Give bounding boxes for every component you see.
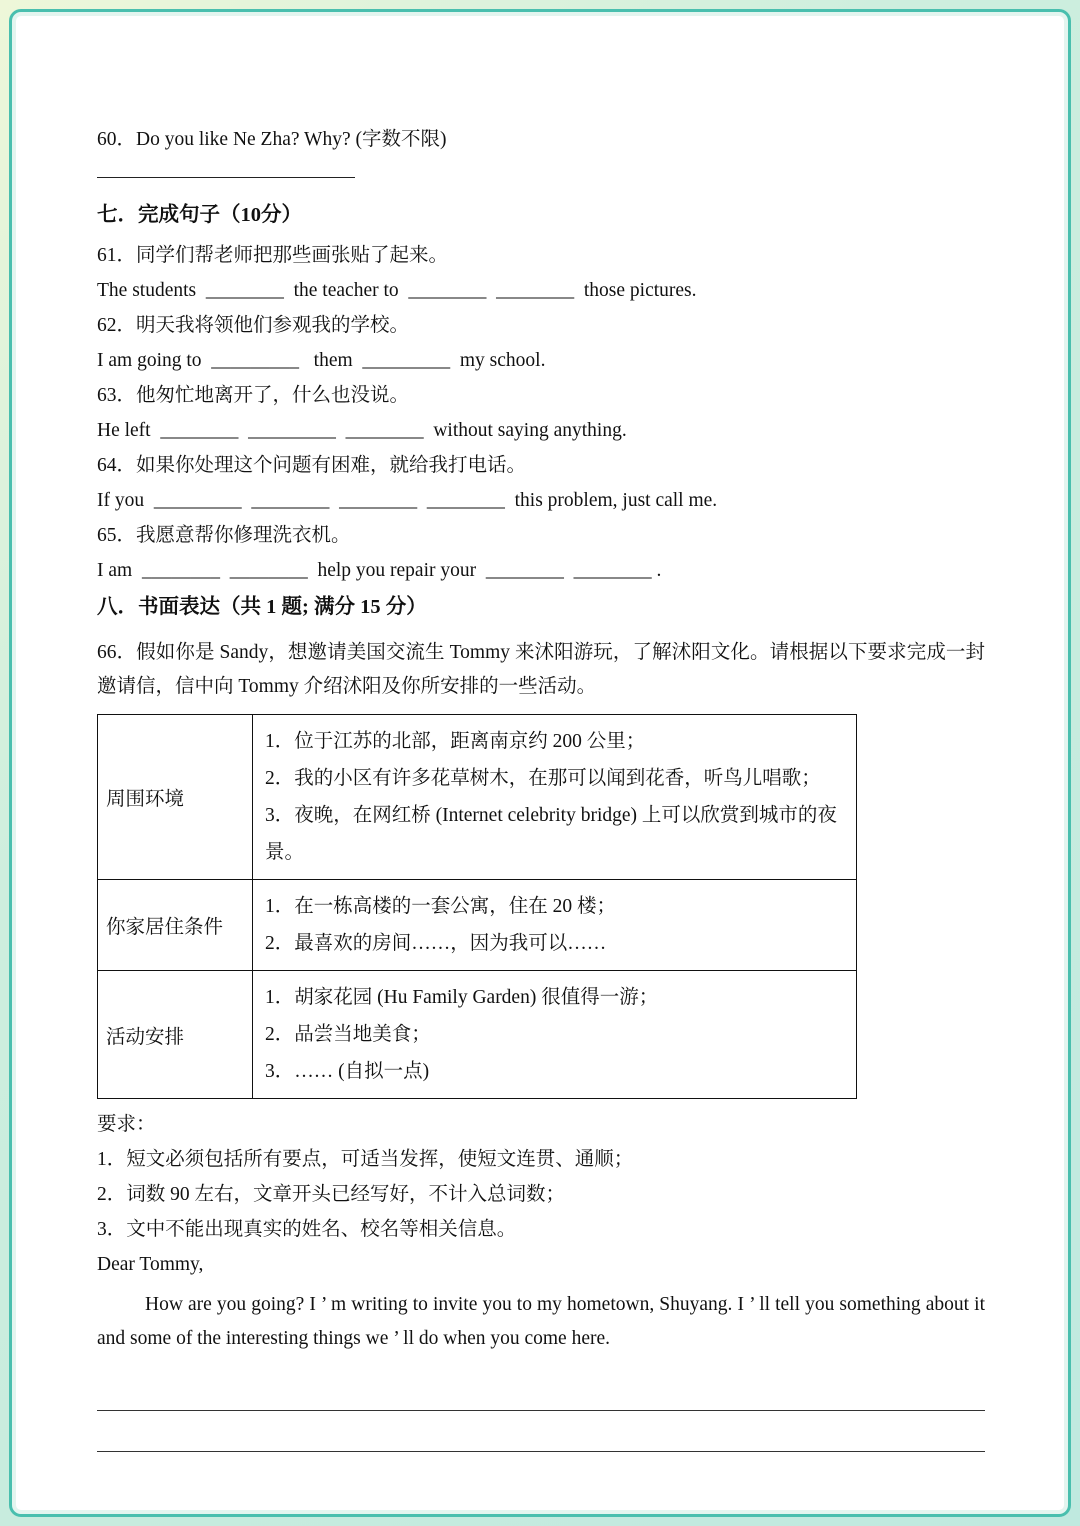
sentence-cn: 63．他匆忙地离开了，什么也没说。: [97, 385, 410, 406]
sentence-cn: 62．明天我将领他们参观我的学校。: [97, 315, 410, 336]
info-table: [97, 714, 857, 1099]
question-60-answer-line: [97, 163, 355, 178]
content-line: 2．我的小区有许多花草树木，在那可以闻到花香，听鸟儿唱歌；: [265, 768, 821, 789]
writing-line-2: [97, 1427, 985, 1452]
requirement-item-1: 1．短文必须包括所有要点，可适当发挥，使短文连贯、通顺；: [97, 1149, 634, 1170]
sentence-en: If you _________ ________ ________ ________ this problem, just call me.: [97, 490, 718, 511]
sentence-cn: 64．如果你处理这个问题有困难，就给我打电话。: [97, 455, 527, 476]
sentence-cn: 65．我愿意帮你修理洗衣机。: [97, 525, 351, 546]
letter-body: How are you going? I ’ m writing to invite you to my hometown, Shuyang. I ’ ll tell you something about it and some of the interesting things we ’ ll do when you come here.: [97, 1294, 985, 1349]
row-label: 活动安排: [98, 971, 253, 1099]
content-line: 1．在一栋高楼的一套公寓，住在 20 楼；: [265, 896, 617, 917]
row-label: 周围环境: [98, 715, 253, 880]
content-line: 3．夜晚，在网红桥 (Internet celebrity bridge) 上可以欣赏到城市的夜景。: [265, 805, 837, 863]
letter-salutation: Dear Tommy,: [97, 1254, 204, 1275]
completion-item-62: [97, 314, 985, 372]
writing-gap: [97, 1364, 985, 1386]
content-line: 3．…… (自拟一点): [265, 1061, 430, 1082]
content-line: 1．位于江苏的北部，距离南京约 200 公里；: [265, 731, 646, 752]
table-row-living-conditions: [98, 880, 857, 971]
section-8-heading: 八．书面表达（共 1 题; 满分 15 分）: [97, 596, 427, 618]
completion-item-65: [97, 524, 985, 582]
question-66-prompt: 66．假如你是 Sandy，想邀请美国交流生 Tommy 来沭阳游玩，了解沭阳文化。请根据以下要求完成一封邀请信，信中向 Tommy 介绍沭阳及你所安排的一些活动。: [97, 642, 985, 697]
content-line: 2．品尝当地美食；: [265, 1024, 431, 1045]
requirement-item-3: 3．文中不能出现真实的姓名、校名等相关信息。: [97, 1219, 517, 1240]
requirements-heading: 要求：: [97, 1114, 156, 1135]
table-row-environment: [98, 715, 857, 880]
question-60: 60．Do you like Ne Zha? Why? (字数不限): [97, 129, 447, 150]
sentence-en: He left ________ _________ ________ without saying anything.: [97, 420, 627, 441]
completion-item-61: [97, 244, 985, 302]
sentence-en: I am ________ ________ help you repair your ________ ________ .: [97, 560, 662, 581]
content-line: 2．最喜欢的房间……，因为我可以……: [265, 933, 607, 954]
completion-item-64: [97, 454, 985, 512]
row-label: 你家居住条件: [98, 880, 253, 971]
sentence-cn: 61．同学们帮老师把那些画张贴了起来。: [97, 245, 449, 266]
requirement-item-2: 2．词数 90 左右，文章开头已经写好，不计入总词数；: [97, 1184, 566, 1205]
completion-item-63: [97, 384, 985, 442]
sentence-en: The students ________ the teacher to ________ ________ those pictures.: [97, 280, 697, 301]
content-line: 1．胡家花园 (Hu Family Garden) 很值得一游；: [265, 987, 659, 1008]
section-7-heading: 七．完成句子（10分）: [97, 204, 302, 226]
sentence-en: I am going to _________ them _________ my school.: [97, 350, 546, 371]
writing-line-1: [97, 1386, 985, 1411]
exam-page-content: [97, 128, 985, 1468]
table-row-activities: [98, 971, 857, 1099]
row-content: [253, 715, 857, 880]
row-content: [253, 971, 857, 1099]
row-content: [253, 880, 857, 971]
